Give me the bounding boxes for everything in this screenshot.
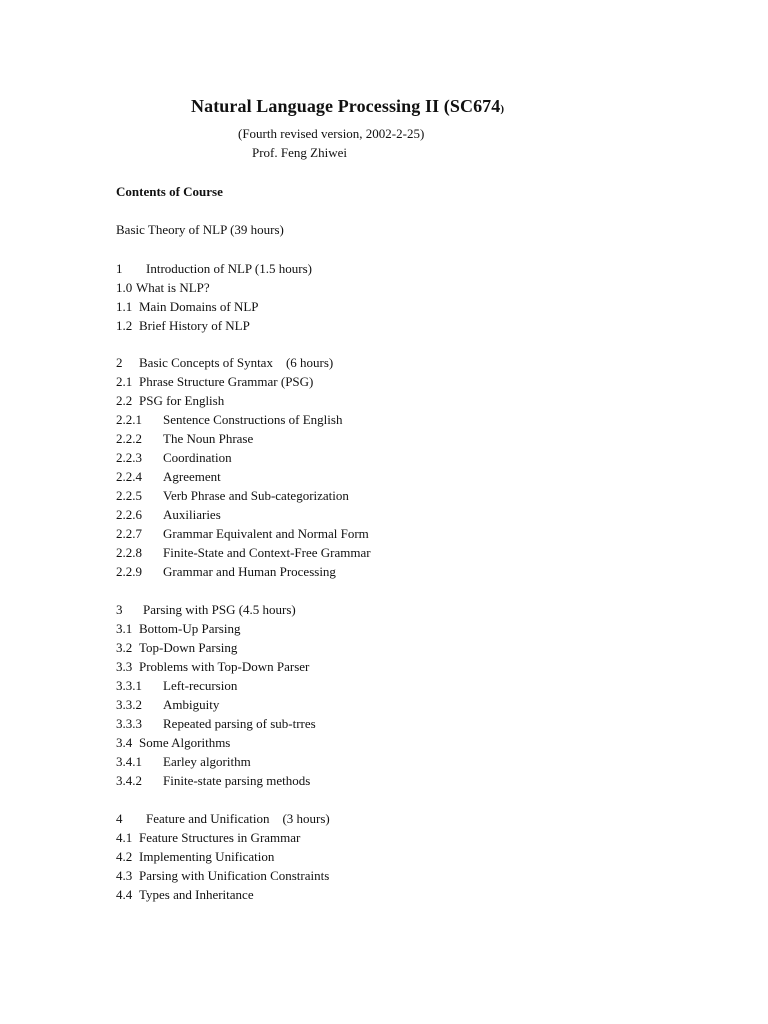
toc-number: 4.4 (116, 887, 133, 902)
toc-number: 2.2.5 (116, 488, 142, 503)
toc-line (116, 714, 316, 733)
toc-line (116, 771, 310, 790)
toc-text: Parsing with PSG (4.5 hours) (143, 602, 296, 617)
toc-text: Introduction of NLP (1.5 hours) (146, 261, 312, 276)
version-subtitle: (Fourth revised version, 2002-2-25) (238, 126, 425, 141)
toc-line (116, 448, 232, 467)
toc-line (116, 600, 296, 619)
toc-text: Feature Structures in Grammar (139, 830, 301, 845)
toc-line (116, 809, 330, 828)
toc-text: Types and Inheritance (139, 887, 254, 902)
toc-text: Some Algorithms (139, 735, 231, 750)
toc-number: 2.2.3 (116, 450, 142, 465)
toc-number: 3.1 (116, 621, 133, 636)
toc-text: Finite-State and Context-Free Grammar (163, 545, 371, 560)
title-closing-paren: ) (500, 103, 505, 115)
toc-number: 3.4.1 (116, 754, 142, 769)
toc-number: 2.2.1 (116, 412, 142, 427)
toc-number: 1.0 (116, 280, 133, 295)
toc-line (116, 695, 219, 714)
toc-text: Agreement (163, 469, 221, 484)
toc-line (116, 372, 313, 391)
toc-line (116, 638, 237, 657)
toc-line (116, 505, 221, 524)
toc-text: Problems with Top-Down Parser (139, 659, 310, 674)
toc-text: Ambiguity (163, 697, 220, 712)
toc-number: 3.3 (116, 659, 133, 674)
toc-line (116, 297, 259, 316)
toc-text: Brief History of NLP (139, 318, 250, 333)
toc-text: Grammar and Human Processing (163, 564, 336, 579)
toc-text: The Noun Phrase (163, 431, 254, 446)
toc-number: 4 (116, 811, 123, 826)
toc-text: Left-recursion (163, 678, 238, 693)
toc-line (116, 316, 250, 335)
toc-text: Finite-state parsing methods (163, 773, 311, 788)
toc-text: Coordination (163, 450, 232, 465)
part-heading: Basic Theory of NLP (39 hours) (116, 222, 284, 237)
toc-number: 2.2.4 (116, 469, 142, 484)
toc-number: 2.2 (116, 393, 133, 408)
toc-number: 1 (116, 261, 123, 276)
toc-line (116, 278, 210, 297)
toc-line (116, 885, 254, 904)
toc-line (116, 562, 336, 581)
toc-line (116, 543, 371, 562)
toc-text: Parsing with Unification Constraints (139, 868, 330, 883)
toc-number: 2.2.2 (116, 431, 142, 446)
toc-line (116, 486, 349, 505)
toc-line (116, 676, 237, 695)
toc-text: Bottom-Up Parsing (139, 621, 241, 636)
toc-line (116, 657, 309, 676)
toc-text: PSG for English (139, 393, 225, 408)
toc-text: Feature and Unification (3 hours) (146, 811, 330, 826)
toc-line (116, 391, 224, 410)
toc-number: 2.2.8 (116, 545, 142, 560)
toc-number: 4.3 (116, 868, 133, 883)
toc-line (116, 467, 221, 486)
toc-line (116, 429, 253, 448)
toc-text: Verb Phrase and Sub-categorization (163, 488, 349, 503)
toc-number: 2.2.7 (116, 526, 142, 541)
toc-line (116, 733, 230, 752)
toc-line (116, 828, 300, 847)
toc-text: Implementing Unification (139, 849, 275, 864)
toc-line (116, 353, 333, 372)
title-text: Natural Language Processing II (SC674 (191, 96, 501, 116)
toc-number: 2 (116, 355, 123, 370)
toc-number: 3.2 (116, 640, 133, 655)
toc-line (116, 524, 369, 543)
toc-text: Auxiliaries (163, 507, 221, 522)
toc-number: 3.4 (116, 735, 133, 750)
toc-number: 2.1 (116, 374, 133, 389)
toc-number: 1.1 (116, 299, 133, 314)
toc-number: 3 (116, 602, 123, 617)
toc-number: 4.2 (116, 849, 133, 864)
page-title (191, 96, 504, 117)
toc-text: Sentence Constructions of English (163, 412, 343, 427)
toc-text: Main Domains of NLP (139, 299, 259, 314)
toc-line (116, 847, 274, 866)
toc-line (116, 866, 329, 885)
toc-number: 1.2 (116, 318, 133, 333)
author-name: Prof. Feng Zhiwei (252, 145, 347, 160)
toc-text: Phrase Structure Grammar (PSG) (139, 374, 314, 389)
toc-number: 4.1 (116, 830, 133, 845)
toc-number: 2.2.9 (116, 564, 142, 579)
toc-line (116, 259, 312, 278)
toc-number: 2.2.6 (116, 507, 142, 522)
toc-number: 3.3.3 (116, 716, 142, 731)
contents-heading: Contents of Course (116, 184, 223, 199)
toc-text: What is NLP? (136, 280, 210, 295)
toc-line (116, 752, 251, 771)
toc-line (116, 619, 240, 638)
toc-text: Basic Concepts of Syntax (6 hours) (139, 355, 334, 370)
toc-number: 3.3.1 (116, 678, 142, 693)
toc-number: 3.4.2 (116, 773, 142, 788)
toc-number: 3.3.2 (116, 697, 142, 712)
toc-line (116, 410, 342, 429)
toc-text: Top-Down Parsing (139, 640, 238, 655)
toc-text: Grammar Equivalent and Normal Form (163, 526, 369, 541)
toc-text: Earley algorithm (163, 754, 251, 769)
toc-text: Repeated parsing of sub-trres (163, 716, 316, 731)
